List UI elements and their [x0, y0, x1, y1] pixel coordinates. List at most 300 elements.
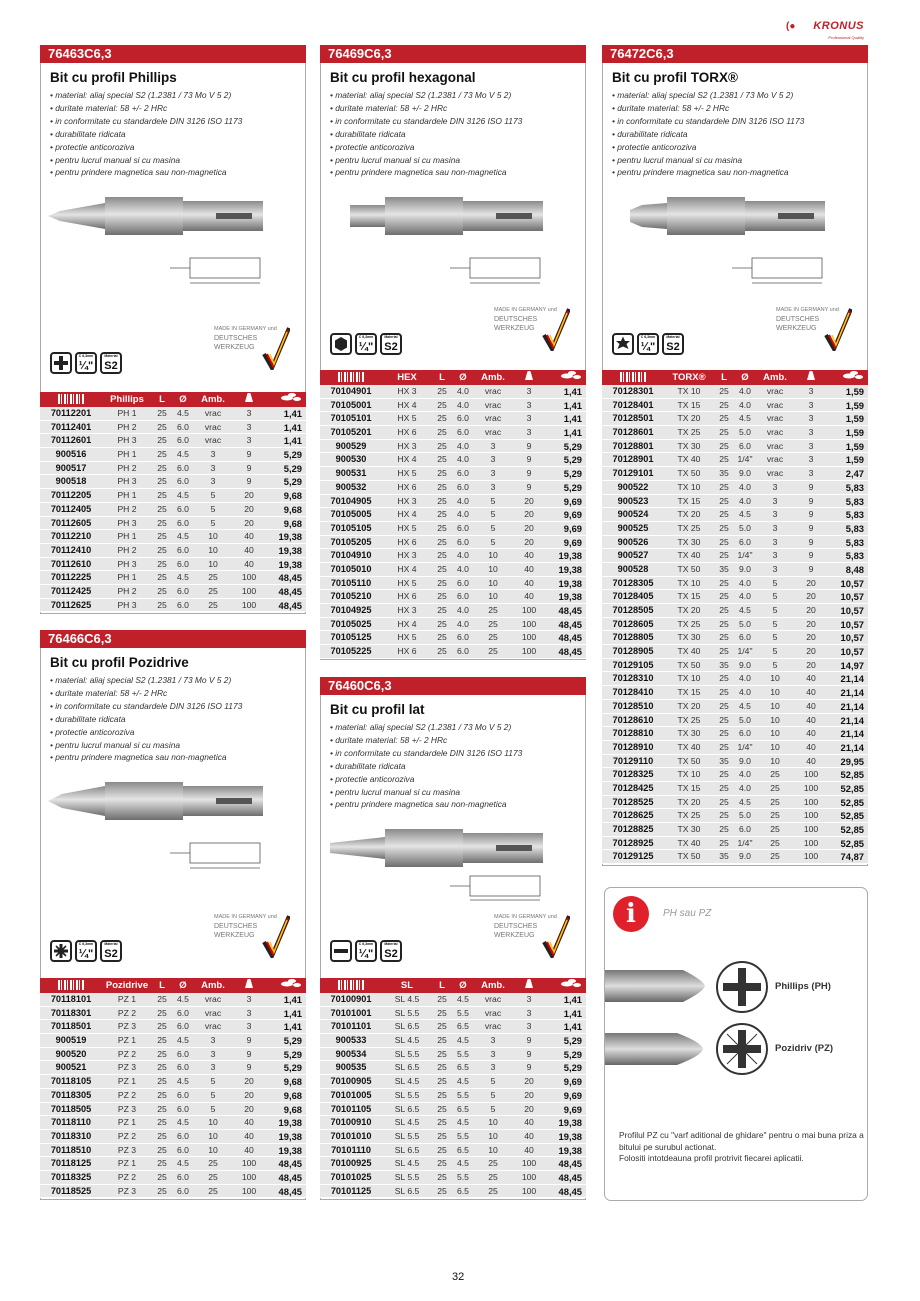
quantity: 20 — [806, 577, 816, 588]
price: 1,59 — [845, 427, 864, 439]
quantity: 9 — [526, 481, 532, 492]
length: 25 — [157, 435, 167, 446]
length: 25 — [437, 399, 447, 410]
diameter: 4.0 — [739, 782, 751, 793]
feature-bullet: • protectie anticoroziva — [50, 141, 242, 154]
product-code: 70101005 — [330, 1089, 372, 1100]
quantity: 9 — [526, 468, 532, 479]
diameter: 6.0 — [177, 435, 189, 446]
material-value: S2 — [384, 948, 398, 960]
length: 25 — [719, 810, 729, 821]
price: 19,38 — [558, 577, 582, 589]
spec-badges — [330, 333, 402, 355]
length: 25 — [157, 462, 167, 473]
product-code: 70128305 — [612, 577, 654, 588]
quantity: 20 — [524, 1103, 534, 1114]
quantity: 100 — [241, 1185, 257, 1196]
price: 48,45 — [558, 646, 582, 658]
quantity: 9 — [808, 536, 814, 547]
material-value: S2 — [104, 948, 118, 960]
quantity: 100 — [521, 1171, 537, 1182]
bit-image — [40, 768, 306, 906]
packaging: 25 — [770, 810, 780, 821]
packaging: 3 — [490, 1048, 496, 1059]
diameter: 6.5 — [457, 1062, 469, 1073]
product-code: 70129101 — [612, 468, 654, 479]
length: 25 — [719, 700, 729, 711]
product-code: 900527 — [617, 550, 649, 561]
product-code: 70104925 — [330, 605, 372, 615]
profile: HX 4 — [397, 399, 417, 410]
quantity: 40 — [806, 755, 816, 766]
table-row — [40, 448, 306, 462]
product-code: 70128925 — [612, 837, 654, 848]
product-code: 70104905 — [330, 495, 372, 506]
quantity: 40 — [806, 741, 816, 752]
length: 25 — [437, 1185, 447, 1196]
quantity: 9 — [246, 476, 252, 487]
diameter: 1/4" — [737, 741, 753, 752]
price: 5,29 — [283, 1048, 302, 1060]
packaging: 3 — [490, 468, 496, 479]
price: 21,14 — [840, 728, 864, 740]
packaging: 5 — [490, 536, 496, 547]
price: 10,57 — [840, 591, 864, 603]
product-code: 900529 — [335, 440, 367, 451]
table-row — [40, 421, 306, 435]
packaging: 3 — [210, 1062, 216, 1073]
table-row — [40, 530, 306, 544]
table-row — [320, 467, 586, 481]
product-code: 70128405 — [612, 591, 654, 602]
product-code: 70105210 — [330, 591, 372, 602]
profile: PH 2 — [117, 421, 137, 432]
product-code: 70128301 — [612, 386, 654, 396]
table-row — [320, 453, 586, 467]
feature-bullet: • protectie anticoroziva — [50, 726, 242, 739]
profile: TX 25 — [677, 522, 701, 533]
packaging: 5 — [490, 522, 496, 533]
material-badge — [380, 940, 402, 962]
table-row — [320, 1007, 586, 1021]
quantity: 40 — [524, 563, 534, 574]
profile: TX 10 — [677, 673, 701, 684]
profile: PZ 3 — [117, 1185, 137, 1196]
quantity: 20 — [524, 1076, 534, 1087]
shank-size-badge — [355, 940, 377, 962]
profile: TX 25 — [677, 714, 701, 725]
packaging: 25 — [208, 1171, 218, 1182]
packaging: 25 — [488, 605, 498, 615]
diameter: 6.0 — [177, 544, 189, 555]
quantity: 100 — [521, 618, 537, 629]
length: 25 — [157, 1048, 167, 1059]
profile: TX 30 — [677, 824, 701, 834]
profile: SL 6.5 — [394, 1021, 420, 1032]
quantity: 3 — [808, 427, 814, 438]
profile: TX 40 — [677, 550, 701, 561]
length: 25 — [157, 1062, 167, 1073]
made-in-germany-logo — [214, 910, 290, 958]
product-code: 70105001 — [330, 399, 372, 410]
product-code: 900517 — [55, 462, 87, 473]
packaging: vrac — [484, 1021, 502, 1032]
diameter: 6.0 — [177, 462, 189, 473]
profile: TX 20 — [677, 413, 701, 424]
length: 25 — [437, 1089, 447, 1100]
price: 19,38 — [278, 558, 302, 570]
price: 48,45 — [278, 1158, 302, 1170]
profile: HX 4 — [397, 454, 417, 465]
price: 19,38 — [278, 544, 302, 556]
quantity: 3 — [246, 408, 252, 418]
profile: PH 2 — [117, 462, 137, 473]
price: 21,14 — [840, 714, 864, 726]
price: 9,68 — [283, 490, 302, 502]
bit-image — [320, 183, 586, 299]
shank-size-value: ¼" — [78, 360, 94, 372]
length: 25 — [157, 1158, 167, 1169]
table-row — [602, 714, 868, 728]
product-code: 70128425 — [612, 782, 654, 793]
quantity: 20 — [244, 1076, 254, 1087]
quantity: 9 — [808, 550, 814, 561]
pozidriv-profile-icon — [52, 942, 70, 960]
info-box-ph-vs-pz — [604, 887, 868, 1201]
packaging: 10 — [770, 728, 780, 739]
quantity: 40 — [806, 700, 816, 711]
profile: HX 3 — [397, 440, 417, 451]
diameter: 4.5 — [457, 1117, 469, 1128]
brand-tagline: Professional Quality — [828, 35, 864, 40]
packaging: vrac — [484, 1007, 502, 1018]
shank-size-value: ¼" — [640, 341, 656, 353]
diameter: 4.0 — [457, 618, 469, 629]
price: 5,29 — [563, 1035, 582, 1047]
profile: PZ 1 — [117, 1117, 137, 1128]
length: 25 — [437, 509, 447, 520]
product-code: 70112201 — [50, 408, 92, 418]
profile: PZ 1 — [117, 1035, 137, 1046]
packaging: 10 — [208, 531, 218, 542]
profile: TX 10 — [677, 481, 701, 492]
quantity: 40 — [806, 673, 816, 684]
col-packaging: Amb. — [201, 393, 225, 405]
price: 52,85 — [840, 782, 864, 794]
product-code: 70129105 — [612, 659, 654, 670]
quantity: 40 — [244, 531, 254, 542]
brand-name: KRONUS — [813, 20, 864, 32]
length: 25 — [437, 1007, 447, 1018]
diameter: 6.0 — [457, 413, 469, 424]
product-code-header: 76460C6,3 — [320, 677, 586, 695]
quantity: 3 — [526, 386, 532, 396]
length: 25 — [157, 572, 167, 583]
quantity: 3 — [808, 399, 814, 410]
product-title: Bit cu profil hexagonal — [330, 70, 476, 85]
price: 48,45 — [558, 632, 582, 644]
material-label: Material — [384, 335, 398, 339]
diameter: 5.0 — [739, 427, 751, 438]
packaging: 5 — [490, 1089, 496, 1100]
quantity: 3 — [526, 427, 532, 438]
packaging: 5 — [772, 605, 778, 615]
shank-size-label: C 6,3mm — [640, 335, 656, 339]
coins-price-icon — [266, 978, 306, 993]
length: 25 — [719, 796, 729, 807]
diameter: 4.0 — [739, 687, 751, 698]
length: 25 — [157, 1103, 167, 1114]
table-row — [320, 604, 586, 618]
table-row — [602, 590, 868, 604]
packaging: vrac — [766, 386, 784, 396]
bit-tips-image — [605, 958, 715, 1078]
length: 25 — [437, 618, 447, 629]
product-code: 70128601 — [612, 427, 654, 438]
diameter: 4.0 — [457, 386, 469, 396]
quantity: 20 — [524, 522, 534, 533]
spec-badges — [50, 940, 122, 962]
length: 25 — [437, 522, 447, 533]
quantity: 100 — [803, 837, 819, 848]
shank-size-value: ¼" — [358, 948, 374, 960]
quantity: 100 — [521, 646, 537, 657]
product-code: 900532 — [335, 481, 367, 492]
product-code: 70101125 — [330, 1185, 372, 1196]
product-code: 70118525 — [50, 1185, 92, 1196]
quantity: 20 — [524, 509, 534, 520]
length: 25 — [719, 728, 729, 739]
product-table — [40, 978, 306, 1198]
profile: TX 20 — [677, 796, 701, 807]
profile: PH 3 — [117, 558, 137, 569]
quantity: 9 — [808, 495, 814, 506]
packaging: 3 — [772, 550, 778, 561]
price: 5,29 — [563, 454, 582, 466]
length: 25 — [437, 1021, 447, 1032]
diameter: 6.0 — [177, 421, 189, 432]
quantity: 100 — [803, 810, 819, 821]
checkmark-icon — [776, 303, 852, 351]
packaging: vrac — [484, 994, 502, 1004]
packaging: 5 — [772, 632, 778, 643]
quantity: 40 — [524, 550, 534, 561]
product-code: 70100910 — [330, 1117, 372, 1128]
packaging: 10 — [488, 563, 498, 574]
profile: TX 10 — [677, 386, 701, 396]
price: 52,85 — [840, 810, 864, 822]
length: 25 — [719, 577, 729, 588]
diameter: 6.0 — [177, 1062, 189, 1073]
made-in-germany-logo — [494, 303, 570, 351]
profile: TX 20 — [677, 605, 701, 615]
feature-bullet: • in conformitate cu standardele DIN 3126 ISO 1173 — [50, 115, 242, 128]
feature-bullet: • material: aliaj special S2 (1.2381 / 73 Mo V 5 2) — [330, 89, 522, 102]
table-row — [320, 631, 586, 645]
profile: TX 15 — [677, 495, 701, 506]
torx-profile-icon — [614, 335, 632, 353]
table-row — [320, 495, 586, 509]
table-row — [320, 549, 586, 563]
diameter: 6.0 — [457, 481, 469, 492]
product-code: 70101001 — [330, 1007, 372, 1018]
length: 25 — [437, 646, 447, 657]
table-row — [40, 558, 306, 572]
packaging: 10 — [770, 673, 780, 684]
mig-line: MADE IN GERMANY und — [494, 307, 557, 313]
price: 10,57 — [840, 618, 864, 630]
packaging: vrac — [204, 1007, 222, 1018]
product-code: 900516 — [55, 449, 87, 460]
table-row — [602, 796, 868, 810]
price: 5,29 — [283, 449, 302, 461]
table-row — [602, 837, 868, 851]
diameter: 6.0 — [177, 599, 189, 610]
material-value: S2 — [384, 341, 398, 353]
quantity: 100 — [241, 1171, 257, 1182]
info-text — [619, 1130, 865, 1165]
product-code: 70118505 — [50, 1103, 92, 1114]
diameter: 4.5 — [177, 572, 189, 583]
product-code: 70129110 — [612, 755, 654, 766]
quantity: 9 — [808, 509, 814, 520]
diameter: 6.0 — [177, 1185, 189, 1196]
profile: TX 20 — [677, 509, 701, 520]
table-row — [320, 440, 586, 454]
price: 5,29 — [563, 468, 582, 480]
diameter: 6.0 — [739, 536, 751, 547]
quantity: 9 — [246, 1048, 252, 1059]
profile: SL 5.5 — [394, 1130, 420, 1141]
col-profile: Pozidrive — [105, 979, 149, 991]
table-row — [40, 544, 306, 558]
price: 9,69 — [563, 536, 582, 548]
mig-line: DEUTSCHES — [494, 316, 538, 323]
profile: PZ 1 — [117, 1076, 137, 1087]
price: 9,69 — [563, 495, 582, 507]
packaging: 25 — [208, 1158, 218, 1169]
feature-bullet: • pentru lucrul manual si cu masina — [50, 154, 242, 167]
diameter: 4.0 — [739, 495, 751, 506]
product-code: 900526 — [617, 536, 649, 547]
table-row — [320, 1048, 586, 1062]
quantity: 9 — [526, 1035, 532, 1046]
bit-image — [40, 183, 306, 318]
quantity: 9 — [526, 1048, 532, 1059]
profile: TX 10 — [677, 577, 701, 588]
mig-line: WERKZEUG — [776, 325, 817, 332]
length: 25 — [437, 1062, 447, 1073]
diameter: 6.0 — [177, 558, 189, 569]
table-row — [602, 399, 868, 413]
diameter: 6.0 — [739, 824, 751, 834]
length: 25 — [437, 1158, 447, 1169]
product-code: 70112225 — [50, 572, 92, 583]
price: 10,57 — [840, 605, 864, 616]
length: 25 — [157, 1089, 167, 1100]
mig-line: WERKZEUG — [214, 344, 255, 351]
packaging: vrac — [766, 468, 784, 479]
profile: TX 30 — [677, 728, 701, 739]
quantity: 3 — [526, 413, 532, 424]
feature-list — [330, 89, 522, 179]
length: 25 — [719, 741, 729, 752]
price: 19,38 — [558, 1144, 582, 1156]
profile: PZ 1 — [117, 994, 137, 1004]
length: 25 — [437, 536, 447, 547]
price: 9,68 — [283, 503, 302, 515]
price: 48,45 — [278, 599, 302, 611]
diameter: 4.5 — [177, 408, 189, 418]
price: 5,83 — [845, 536, 864, 548]
diameter: 4.5 — [177, 1117, 189, 1128]
packaging: 3 — [210, 449, 216, 460]
length: 25 — [719, 509, 729, 520]
product-code: 900528 — [617, 563, 649, 574]
length: 25 — [719, 605, 729, 615]
table-row — [602, 549, 868, 563]
barcode-icon — [320, 371, 382, 385]
product-code: 900531 — [335, 468, 367, 479]
packaging: 5 — [210, 1089, 216, 1100]
diameter: 6.0 — [457, 468, 469, 479]
profile: PH 2 — [117, 503, 137, 514]
feature-bullet: • durabilitate ridicata — [612, 128, 804, 141]
quantity: 9 — [246, 1035, 252, 1046]
spec-badges — [330, 940, 402, 962]
packaging: 10 — [770, 687, 780, 698]
profile: PH 1 — [117, 490, 137, 501]
profile: TX 40 — [677, 837, 701, 848]
profile: HX 6 — [397, 536, 417, 547]
product-code: 70129125 — [612, 851, 654, 862]
price: 5,29 — [283, 1062, 302, 1074]
profile: SL 6.5 — [394, 1185, 420, 1196]
col-profile: Phillips — [110, 393, 144, 405]
product-code: 900533 — [335, 1035, 367, 1046]
feature-bullet: • protectie anticoroziva — [330, 141, 522, 154]
material-label: Material — [104, 354, 118, 358]
length: 25 — [437, 1144, 447, 1155]
length: 25 — [719, 413, 729, 424]
profile: TX 40 — [677, 646, 701, 657]
info-subtitle: PH sau PZ — [663, 908, 712, 919]
product-code: 70101105 — [330, 1103, 372, 1114]
price: 5,29 — [563, 440, 582, 452]
length: 25 — [719, 782, 729, 793]
length: 25 — [157, 558, 167, 569]
price: 52,85 — [840, 837, 864, 849]
price: 19,38 — [278, 1130, 302, 1142]
product-code: 70105201 — [330, 427, 372, 438]
mig-line: DEUTSCHES — [214, 923, 258, 930]
profile: SL 5.5 — [394, 1048, 420, 1059]
shank-size-badge — [75, 352, 97, 374]
packaging: 10 — [770, 741, 780, 752]
coins-price-icon — [828, 370, 868, 385]
length: 25 — [157, 1185, 167, 1196]
product-code: 70105025 — [330, 618, 372, 629]
length: 35 — [719, 468, 729, 479]
length: 25 — [719, 824, 729, 834]
quantity: 40 — [524, 591, 534, 602]
quantity: 100 — [521, 1185, 537, 1196]
table-row — [320, 1144, 586, 1158]
quantity: 20 — [806, 632, 816, 643]
quantity: 20 — [244, 1103, 254, 1114]
hex-profile-icon — [332, 335, 350, 353]
product-code: 70104901 — [330, 386, 372, 396]
